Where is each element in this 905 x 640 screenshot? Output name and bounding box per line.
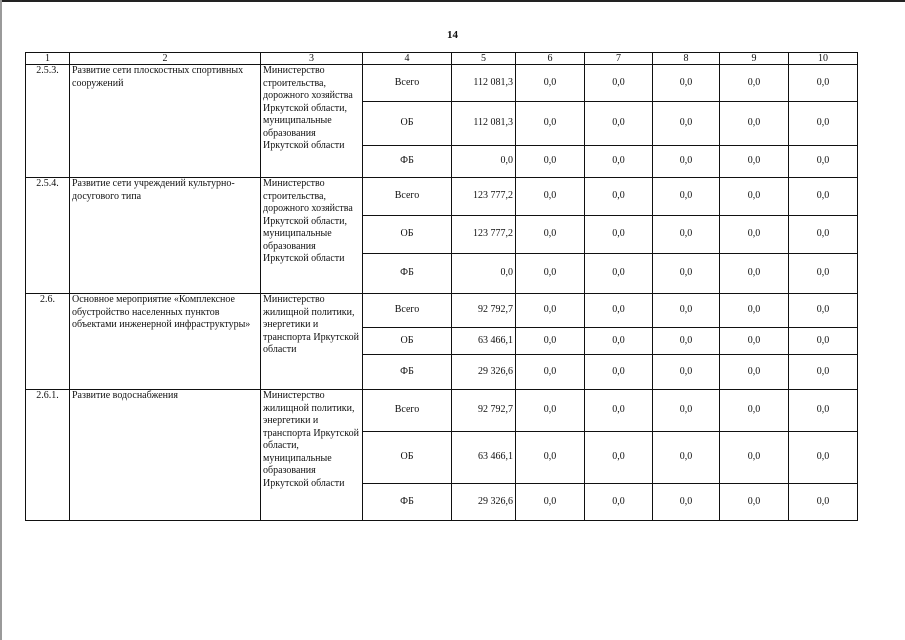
- value-cell: 29 326,6: [452, 355, 516, 390]
- table-row: [26, 390, 858, 432]
- funding-source: ФБ: [363, 254, 452, 294]
- item-code: 2.6.: [26, 294, 70, 390]
- item-executor: Министерство строительства, дорожного хозяйства Иркутской области, муниципальные образования Иркутской области: [261, 178, 363, 294]
- funding-source: ОБ: [363, 102, 452, 146]
- value-cell: 0,0: [720, 484, 789, 521]
- value-cell: 63 466,1: [452, 432, 516, 484]
- item-executor: Министерство жилищной политики, энергетики и транспорта Иркутской области, муниципальные образования Иркутской области: [261, 390, 363, 521]
- value-cell: 0,0: [653, 102, 720, 146]
- value-cell: 123 777,2: [452, 178, 516, 216]
- value-cell: 0,0: [653, 65, 720, 102]
- value-cell: 0,0: [653, 484, 720, 521]
- value-cell: 0,0: [585, 254, 653, 294]
- item-executor: Министерство строительства, дорожного хозяйства Иркутской области, муниципальные образования Иркутской области: [261, 65, 363, 178]
- item-executor: Министерство жилищной политики, энергетики и транспорта Иркутской области: [261, 294, 363, 390]
- value-cell: 0,0: [789, 254, 858, 294]
- value-cell: 29 326,6: [452, 484, 516, 521]
- value-cell: 0,0: [585, 390, 653, 432]
- value-cell: 92 792,7: [452, 390, 516, 432]
- value-cell: 0,0: [585, 484, 653, 521]
- value-cell: 0,0: [585, 432, 653, 484]
- value-cell: 0,0: [789, 294, 858, 328]
- value-cell: 0,0: [452, 146, 516, 178]
- column-number: 5: [452, 53, 516, 65]
- column-number: 4: [363, 53, 452, 65]
- value-cell: 112 081,3: [452, 65, 516, 102]
- value-cell: 0,0: [585, 216, 653, 254]
- column-number: 3: [261, 53, 363, 65]
- value-cell: 0,0: [653, 254, 720, 294]
- value-cell: 0,0: [516, 178, 585, 216]
- value-cell: 0,0: [720, 432, 789, 484]
- column-number: 8: [653, 53, 720, 65]
- value-cell: 0,0: [516, 65, 585, 102]
- column-number: 9: [720, 53, 789, 65]
- funding-source: Всего: [363, 294, 452, 328]
- table-row: [26, 65, 858, 102]
- value-cell: 0,0: [720, 146, 789, 178]
- value-cell: 0,0: [653, 328, 720, 355]
- budget-table: [25, 52, 858, 521]
- value-cell: 0,0: [516, 390, 585, 432]
- value-cell: 0,0: [653, 390, 720, 432]
- value-cell: 0,0: [789, 355, 858, 390]
- table-row: [26, 178, 858, 216]
- column-numbers-row: [26, 53, 858, 65]
- value-cell: 0,0: [789, 432, 858, 484]
- value-cell: 0,0: [720, 294, 789, 328]
- value-cell: 0,0: [789, 178, 858, 216]
- value-cell: 0,0: [516, 294, 585, 328]
- value-cell: 0,0: [720, 65, 789, 102]
- value-cell: 0,0: [789, 484, 858, 521]
- page-left-border: [0, 0, 2, 640]
- value-cell: 0,0: [720, 216, 789, 254]
- value-cell: 0,0: [516, 146, 585, 178]
- value-cell: 123 777,2: [452, 216, 516, 254]
- value-cell: 0,0: [720, 390, 789, 432]
- funding-source: ОБ: [363, 216, 452, 254]
- value-cell: 0,0: [516, 102, 585, 146]
- column-number: 6: [516, 53, 585, 65]
- value-cell: 0,0: [720, 355, 789, 390]
- value-cell: 0,0: [585, 65, 653, 102]
- funding-source: ФБ: [363, 146, 452, 178]
- value-cell: 0,0: [789, 65, 858, 102]
- value-cell: 0,0: [789, 102, 858, 146]
- item-code: 2.5.4.: [26, 178, 70, 294]
- value-cell: 0,0: [585, 178, 653, 216]
- value-cell: 0,0: [720, 254, 789, 294]
- value-cell: 0,0: [585, 102, 653, 146]
- value-cell: 0,0: [653, 432, 720, 484]
- value-cell: 0,0: [516, 254, 585, 294]
- value-cell: 0,0: [653, 216, 720, 254]
- funding-source: ОБ: [363, 432, 452, 484]
- funding-source: Всего: [363, 65, 452, 102]
- value-cell: 0,0: [789, 390, 858, 432]
- value-cell: 0,0: [585, 146, 653, 178]
- value-cell: 63 466,1: [452, 328, 516, 355]
- value-cell: 0,0: [585, 294, 653, 328]
- page-top-border: [0, 0, 905, 2]
- value-cell: 0,0: [653, 294, 720, 328]
- value-cell: 0,0: [516, 216, 585, 254]
- item-code: 2.6.1.: [26, 390, 70, 521]
- column-number: 7: [585, 53, 653, 65]
- funding-source: ФБ: [363, 484, 452, 521]
- value-cell: 0,0: [516, 432, 585, 484]
- value-cell: 0,0: [516, 355, 585, 390]
- value-cell: 92 792,7: [452, 294, 516, 328]
- value-cell: 0,0: [789, 328, 858, 355]
- funding-source: Всего: [363, 390, 452, 432]
- value-cell: 0,0: [516, 484, 585, 521]
- table-row: [26, 294, 858, 328]
- item-name: Развитие сети плоскостных спортивных сооружений: [70, 65, 261, 178]
- value-cell: 112 081,3: [452, 102, 516, 146]
- page-number: 14: [447, 29, 458, 41]
- item-name: Развитие водоснабжения: [70, 390, 261, 521]
- value-cell: 0,0: [789, 146, 858, 178]
- item-code: 2.5.3.: [26, 65, 70, 178]
- column-number: 2: [70, 53, 261, 65]
- value-cell: 0,0: [653, 146, 720, 178]
- funding-source: ОБ: [363, 328, 452, 355]
- item-name: Основное мероприятие «Комплексное обустройство населенных пунктов объектами инженерной инфраструктуры»: [70, 294, 261, 390]
- value-cell: 0,0: [653, 355, 720, 390]
- item-name: Развитие сети учреждений культурно-досугового типа: [70, 178, 261, 294]
- value-cell: 0,0: [516, 328, 585, 355]
- value-cell: 0,0: [720, 102, 789, 146]
- column-number: 10: [789, 53, 858, 65]
- value-cell: 0,0: [720, 178, 789, 216]
- funding-source: ФБ: [363, 355, 452, 390]
- value-cell: 0,0: [585, 355, 653, 390]
- value-cell: 0,0: [585, 328, 653, 355]
- value-cell: 0,0: [653, 178, 720, 216]
- value-cell: 0,0: [720, 328, 789, 355]
- value-cell: 0,0: [452, 254, 516, 294]
- value-cell: 0,0: [789, 216, 858, 254]
- column-number: 1: [26, 53, 70, 65]
- funding-source: Всего: [363, 178, 452, 216]
